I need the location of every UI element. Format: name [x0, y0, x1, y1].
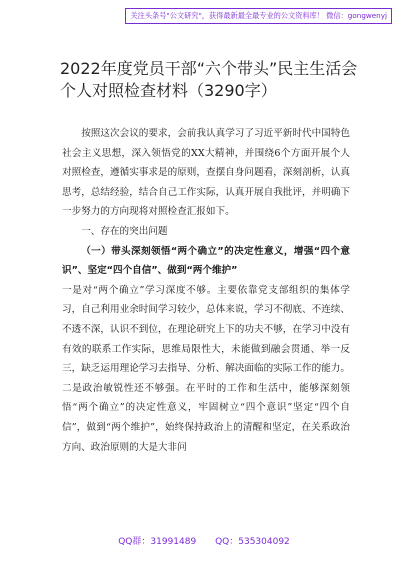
footer-qq: QQ：535304092	[215, 537, 290, 547]
section-heading: 一、存在的突出问题	[81, 225, 168, 237]
footer-qq-group: QQ群：31991489	[118, 537, 197, 547]
subsection-heading: （一）带头深刻领悟“两个确立”的决定性意义，增强“四个意识”、坚定“四个自信”、做到“两个维护”	[62, 245, 350, 277]
top-banner: 关注头条号"公文研究"，获得最新最全最专业的公文资料库！ 微信：gongwenyj	[125, 8, 392, 24]
footer	[0, 534, 408, 547]
document-body	[62, 124, 350, 457]
body-paragraph: 一是对“两个确立”学习深度不够。主要依靠党支部组织的集体学习，自己利用业余时间学习较少，总体来说，学习不彻底、不连续、不透不深，认识不到位，在理论研究上下的功夫不够，在学习中没有有效的联系工作实际，思维局限性大，未能做到融会贯通、举一反三，缺乏运用理论学习去指导、分析、解决面临的实际工作的能力。二是政治敏锐性还不够强。在平时的工作和生活中，能够深刻领悟“两个确立”的决定性意义，牢固树立“四个意识”坚定“四个自信”，做到“两个维护”，始终保持政治上的清醒和坚定，在关系政治方向、政治原则的大是大非问	[62, 284, 350, 453]
intro-paragraph: 按照这次会议的要求，会前我认真学习了习近平新时代中国特色社会主义思想，深入领悟党的XX大精神，并围绕6个方面开展个人对照检查，遵循实事求是的原则，查摆自身问题看，深刻剖析，认真思考，总结经验，结合自己工作实际，认真开展自我批评，并明确下一步努力的方向现将对照检查汇报如下。	[62, 128, 350, 218]
document-title: 2022年度党员干部“六个带头”民主生活会个人对照检查材料（3290字）	[60, 59, 358, 100]
